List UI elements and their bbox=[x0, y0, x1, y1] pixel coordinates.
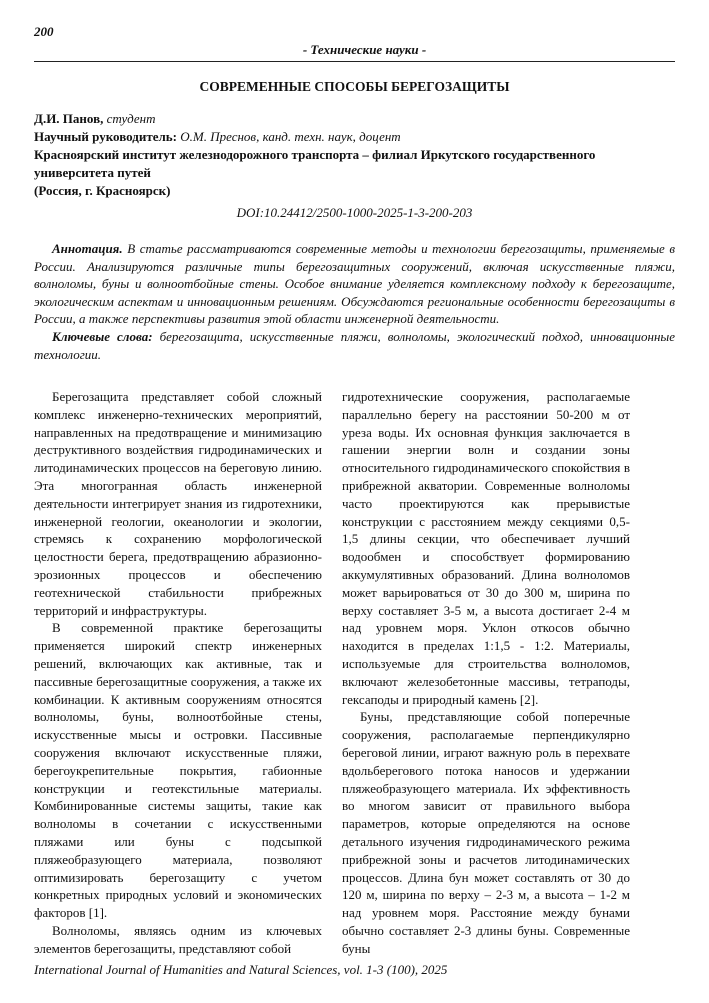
author-role: студент bbox=[103, 111, 156, 126]
author-line bbox=[34, 110, 675, 128]
body-paragraph: Берегозащита представляет собой сложный комплекс инженерно-технических мероприятий, направленных на предотвращение и минимизацию деструктивного воздействия гидродинамических и литодинамических процессов на береговую линию. Эта многогранная область инженерной деятельности интегрирует знания из гидротехники, инженерной геологии, океанологии и экологии, стремясь к сохранению морфологической целостности берега, предотвращению абразионно-эрозионных процессов и обеспечению геотехнической стабильности прибрежных территорий и инфраструктуры. bbox=[34, 389, 322, 618]
abstract-text: В статье рассматриваются современные методы и технологии берегозащиты, применяемые в России. Анализируются различные типы берегозащитных сооружений, включая искусственные пляжи, волноломы, буны и волноотбойные стены. Особое внимание уделяется комплексному подходу к берегозащите, экологическим аспектам и инновационным решениям. Обсуждаются региональные особенности берегозащиты в России, а также перспективы развития этой области инженерной деятельности. bbox=[34, 241, 675, 327]
abstract-label: Аннотация. bbox=[52, 241, 123, 256]
location: (Россия, г. Красноярск) bbox=[34, 183, 171, 198]
abstract bbox=[34, 240, 675, 328]
keywords bbox=[34, 328, 675, 363]
body-column-right bbox=[342, 388, 630, 958]
author-name: Д.И. Панов, bbox=[34, 111, 104, 126]
section-header: - Технические науки - bbox=[302, 42, 427, 57]
journal-footer: International Journal of Humanities and Natural Sciences, vol. 1-3 (100), 2025 bbox=[34, 962, 448, 977]
body-paragraph: В современной практике берегозащиты применяется широкий спектр инженерных решений, включающих как активные, так и пассивные берегозащитные сооружения, а также их комбинации. К активным сооружениям относятся волноломы, буны, волноотбойные стены, искусственные мысы и островки. Пассивные сооружения включают искусственные пляжи, берегоукрепительные покрытия, габионные конструкции и геотекстильные материалы. Комбинированные системы защиты, такие как волноломы в сочетании с искусственными пляжами или буны с подсыпкой пляжеобразующего материала, позволяют оптимизировать берегозащиту с учетом конкретных природных условий и экономических факторов [1]. bbox=[34, 620, 322, 921]
header-divider bbox=[34, 61, 675, 62]
body-column-left bbox=[34, 388, 322, 958]
advisor-line bbox=[34, 128, 675, 146]
institution: Красноярский институт железнодорожного транспорта – филиал Иркутского государственного университета путей bbox=[34, 147, 596, 180]
body-paragraph: гидротехнические сооружения, располагаемые параллельно берегу на расстоянии 50-200 м от уреза воды. Их основная функция заключается в гашении энергии волн и создании зоны относительного гидродинамического спокойствия в прибрежной акватории. Современные волноломы часто проектируются как прерывистые конструкции с расстоянием между секциями 0,5-1,5 длины секции, что обеспечивает лучший водообмен и способствует формированию аккумулятивных образований. Длина волноломов может варьироваться от 30 до 300 м, ширина по верху составляет 3-5 м, а высота достигает 2-4 м над уровнем моря. Уклон откосов обычно находится в пределах 1:1,5 - 1:2. Материалы, используемые для строительства волноломов, включают железобетонные массивы, тетраподы, гексаподы и природный камень [2]. bbox=[342, 389, 630, 707]
advisor-label: Научный руководитель: bbox=[34, 129, 177, 144]
article-title: СОВРЕМЕННЫЕ СПОСОБЫ БЕРЕГОЗАЩИТЫ bbox=[199, 79, 510, 94]
author-block bbox=[34, 110, 675, 200]
keywords-text: берегозащита, искусственные пляжи, волноломы, экологический подход, инновационные технологии. bbox=[34, 328, 675, 362]
page-number: 200 bbox=[34, 24, 54, 39]
body-paragraph: Буны, представляющие собой поперечные сооружения, располагаемые перпендикулярно береговой линии, играют важную роль в перехвате вдольберегового потока наносов и удержании пляжеобразующего материала. Их эффективность во многом зависит от правильного выбора параметров, которые определяются на основе детального изучения гидродинамического режима прибрежной зоны и расчетов литодинамических процессов. Длина бун может составлять от 30 до 120 м, ширина по верху – 2-3 м, а высота – 1-2 м над уровнем моря. Расстояние между бунами обычно составляет 2-3 длины буны. Современные буны bbox=[342, 709, 630, 956]
keywords-label: Ключевые слова: bbox=[52, 328, 153, 344]
body-paragraph: Волноломы, являясь одним из ключевых элементов берегозащиты, представляют собой bbox=[34, 922, 322, 956]
advisor-value: О.М. Преснов, канд. техн. наук, доцент bbox=[177, 129, 401, 144]
abstract-block bbox=[34, 240, 675, 363]
doi: DOI:10.24412/2500-1000-2025-1-3-200-203 bbox=[236, 205, 473, 220]
